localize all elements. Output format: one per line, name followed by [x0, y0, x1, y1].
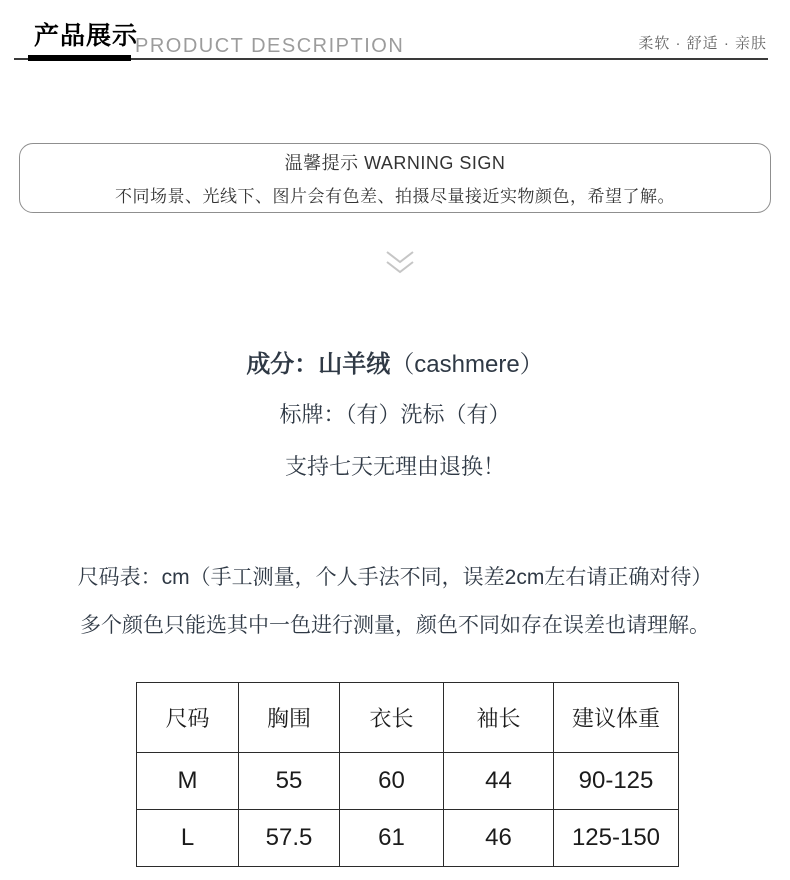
table-cell: 60 [340, 753, 444, 810]
page-title: 产品展示 [34, 22, 139, 50]
size-table-header-cell: 胸围 [239, 683, 340, 753]
table-cell: 125-150 [554, 810, 679, 867]
size-table-header-cell: 袖长 [444, 683, 554, 753]
double-chevron-down-icon [382, 250, 418, 278]
table-cell: 90-125 [554, 753, 679, 810]
size-note-line2: 多个颜色只能选其中一色进行测量，颜色不同如存在误差也请理解。 [80, 614, 710, 637]
warning-description: 不同场景、光线下、图片会有色差、拍摄尽量接近实物颜色，希望了解。 [115, 187, 675, 206]
header-divider-accent [28, 55, 131, 61]
composition-line [0, 344, 790, 379]
warning-box [19, 143, 771, 213]
table-cell: 55 [239, 753, 340, 810]
size-table-header-cell: 衣长 [340, 683, 444, 753]
table-cell: 46 [444, 810, 554, 867]
table-row [137, 810, 679, 867]
table-cell: 57.5 [239, 810, 340, 867]
size-note-line1: 尺码表：cm（手工测量，个人手法不同，误差2cm左右请正确对待） [77, 566, 713, 589]
size-table-header-cell: 建议体重 [554, 683, 679, 753]
size-table-header-row [137, 683, 679, 753]
size-table-header-cell: 尺码 [137, 683, 239, 753]
header-tagline: 柔软 · 舒适 · 亲肤 [638, 35, 767, 52]
table-cell: 61 [340, 810, 444, 867]
table-cell: L [137, 810, 239, 867]
size-table [136, 682, 679, 867]
composition-label: 成分：山羊绒 [246, 351, 391, 378]
composition-value: （cashmere） [390, 351, 544, 378]
labels-line: 标牌：（有）洗标（有） [279, 402, 511, 427]
table-row [137, 753, 679, 810]
table-cell: 44 [444, 753, 554, 810]
return-policy-line: 支持七天无理由退换！ [284, 454, 505, 479]
table-cell: M [137, 753, 239, 810]
warning-title: 温馨提示 WARNING SIGN [284, 153, 506, 173]
page-subtitle: PRODUCT DESCRIPTION [135, 35, 405, 57]
